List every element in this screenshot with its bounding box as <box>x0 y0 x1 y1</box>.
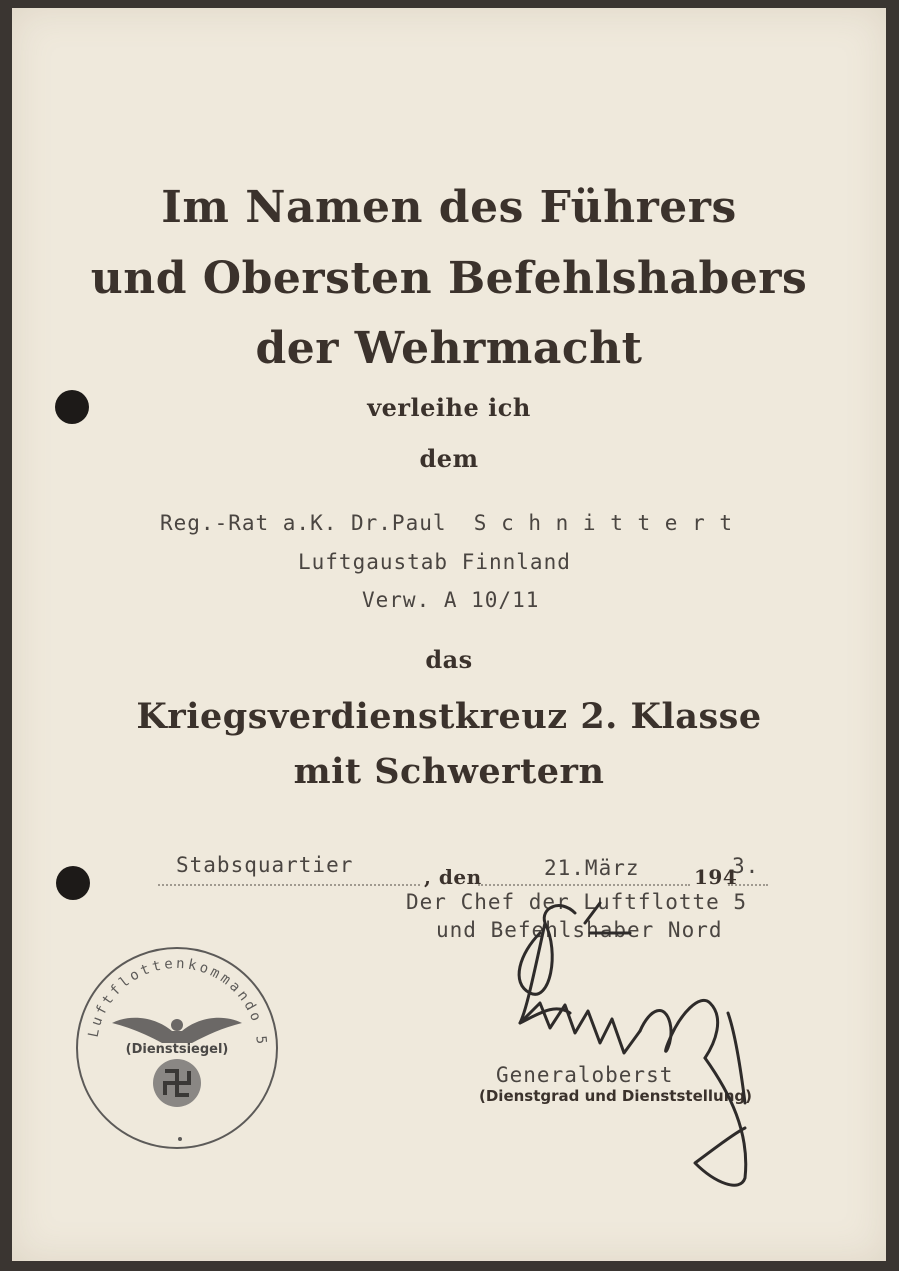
award-line-2: mit Schwertern <box>293 751 605 792</box>
verleihe-text: verleihe ich <box>367 393 531 422</box>
date-dotted-line <box>478 884 690 886</box>
heading-line-3: der Wehrmacht <box>255 323 643 374</box>
year-dotted-line <box>728 884 768 886</box>
award-line-1: Kriegsverdienstkreuz 2. Klasse <box>136 696 762 737</box>
eagle-icon <box>112 1018 242 1043</box>
issuer-line-2: und Befehlshaber Nord <box>436 918 723 942</box>
year-suffix: 3. <box>732 854 760 878</box>
das-text: das <box>425 645 473 674</box>
date-value: 21.März <box>544 856 640 880</box>
recipient-unit: Luftgaustab Finnland <box>298 550 571 574</box>
signature-icon <box>500 893 760 1193</box>
certificate-paper <box>12 8 886 1261</box>
heading-line-2: und Obersten Befehlshabers <box>90 253 808 304</box>
punch-hole-bottom <box>56 866 90 900</box>
den-label: , den <box>424 865 482 889</box>
issuer-line-1: Der Chef der Luftflotte 5 <box>406 890 748 914</box>
dem-text: dem <box>419 444 479 473</box>
seal-ring-text: Luftflottenkommando 5 <box>85 955 270 1048</box>
recipient-reference: Verw. A 10/11 <box>362 588 540 612</box>
rank-value: Generaloberst <box>496 1063 674 1087</box>
rank-caption: (Dienstgrad und Dienststellung) <box>479 1087 752 1105</box>
seal-center-text: (Dienstsiegel) <box>125 1042 229 1057</box>
place-value: Stabsquartier <box>176 853 354 877</box>
place-dotted-line <box>158 884 420 886</box>
recipient-name: Reg.-Rat a.K. Dr.Paul S c h n i t t e r t <box>160 511 734 535</box>
year-prefix: 194 <box>694 865 738 889</box>
heading-line-1: Im Namen des Führers <box>161 182 737 233</box>
official-seal <box>72 943 282 1153</box>
